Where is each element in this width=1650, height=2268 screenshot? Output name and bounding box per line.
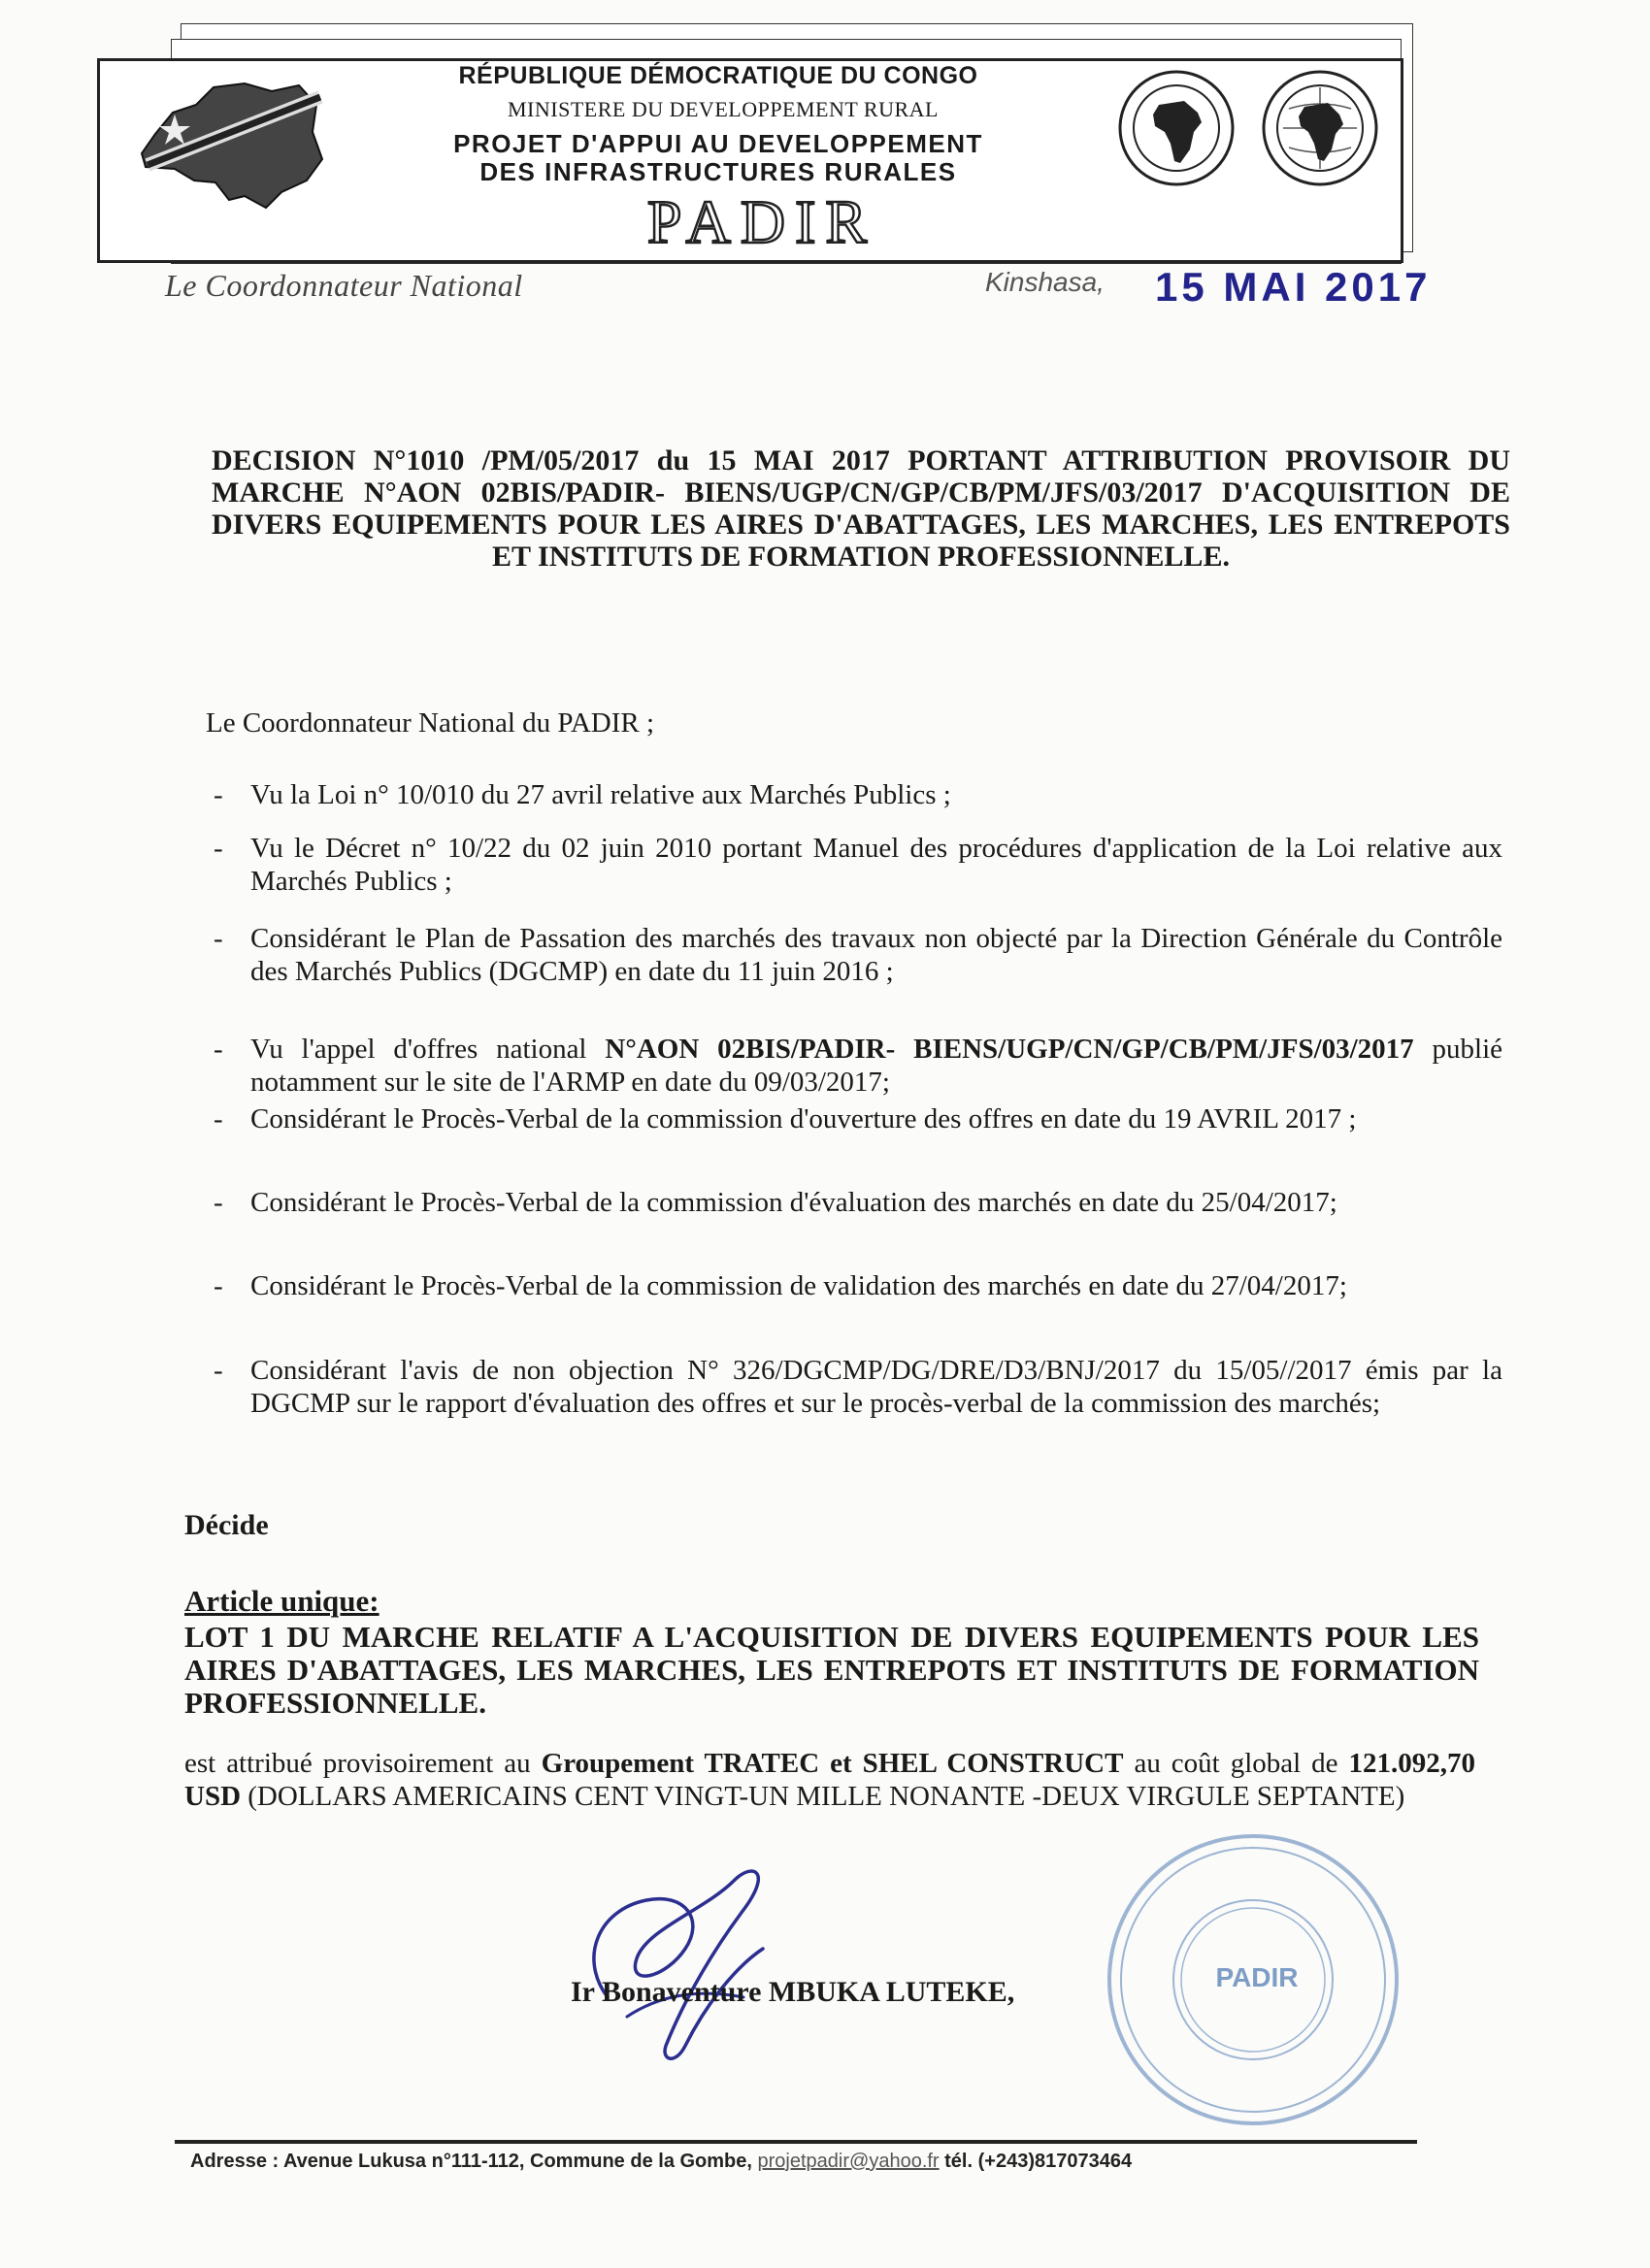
consideration-item <box>214 1033 1502 1099</box>
award-paragraph <box>184 1747 1475 1813</box>
afdb-seal-icon <box>1116 68 1238 189</box>
signer-name: Ir Bonaventure MBUKA LUTEKE, <box>571 1976 1015 2008</box>
bullet-dash: - <box>214 1355 223 1386</box>
handwritten-signature <box>569 1852 802 2075</box>
coordinator-signature-line: Le Coordonnateur National <box>165 268 523 303</box>
footer-address <box>190 2151 1132 2173</box>
consideration-item <box>214 778 1502 811</box>
consideration-item <box>214 1102 1502 1135</box>
consideration-suffix: publié notamment sur le site de l'ARMP en date du 09/03/2017; <box>250 1034 1502 1098</box>
ministry-name: MINISTERE DU DEVELOPPEMENT RURAL <box>508 97 939 121</box>
afdb-globe-seal-icon <box>1260 68 1381 189</box>
award-company: Groupement TRATEC et SHEL CONSTRUCT <box>541 1748 1124 1779</box>
lot-description: LOT 1 DU MARCHE RELATIF A L'ACQUISITION DE DIVERS EQUIPEMENTS POUR LES AIRES D'ABATTAGES, LES MARCHES, LES ENTREPOTS ET INSTITUTS DE FORMATION PROFESSIONNELLE. <box>184 1620 1479 1720</box>
footer-divider <box>175 2140 1417 2144</box>
republic-title: RÉPUBLIQUE DÉMOCRATIQUE DU CONGO <box>458 62 978 89</box>
consideration-prefix: Vu l'appel d'offres national <box>250 1034 606 1065</box>
award-prefix: est attribué provisoirement au <box>184 1748 542 1779</box>
consideration-item <box>214 1354 1502 1420</box>
award-mid: au coût global de <box>1123 1748 1349 1779</box>
tender-reference: N°AON 02BIS/PADIR- BIENS/UGP/CN/GP/CB/PM/JFS/03/2017 <box>605 1034 1414 1065</box>
city-label: Kinshasa, <box>985 267 1105 297</box>
email-link[interactable]: projetpadir@yahoo.fr <box>757 2151 940 2172</box>
consideration-item <box>214 1186 1502 1219</box>
consideration-item <box>214 1269 1502 1302</box>
decide-label: Décide <box>184 1509 269 1541</box>
phone-text: tél. (+243)817073464 <box>939 2151 1133 2172</box>
consideration-text: Considérant le Procès-Verbal de la commission d'évaluation des marchés en date du 25/04/2017; <box>250 1187 1337 1218</box>
drc-map-flag-icon <box>136 76 330 212</box>
bullet-dash: - <box>214 779 223 810</box>
award-amount-words: (DOLLARS AMERICAINS CENT VINGT-UN MILLE NONANTE -DEUX VIRGULE SEPTANTE) <box>241 1781 1405 1812</box>
consideration-item <box>214 832 1502 898</box>
award-amount: 121.092,70 USD <box>184 1748 1476 1812</box>
project-name-line2: DES INFRASTRUCTURES RURALES <box>479 157 957 186</box>
padir-logo: PADIR <box>646 187 877 256</box>
consideration-item <box>214 922 1502 988</box>
bullet-dash: - <box>214 1103 223 1134</box>
article-title: Article unique: <box>184 1584 380 1618</box>
bullet-dash: - <box>214 923 223 954</box>
consideration-text: Considérant le Plan de Passation des marchés des travaux non objecté par la Direction Générale du Contrôle des Marchés Publics (DGCMP) en date du 11 juin 2016 ; <box>250 923 1502 987</box>
stamp-label: PADIR <box>1215 1962 1299 1992</box>
bullet-dash: - <box>214 833 223 864</box>
bullet-dash: - <box>214 1034 223 1065</box>
consideration-text <box>250 1033 1502 1099</box>
project-name-line1: PROJET D'APPUI AU DEVELOPPEMENT <box>453 129 983 158</box>
decision-title: DECISION N°1010 /PM/05/2017 du 15 MAI 2017 PORTANT ATTRIBUTION PROVISOIR DU MARCHE N°AON 02BIS/PADIR- BIENS/UGP/CN/GP/CB/PM/JFS/03/2017 D'ACQUISITION DE DIVERS EQUIPEMENTS POUR LES AIRES D'ABATTAGES, LES MARCHES, LES ENTREPOTS ET INSTITUTS DE FORMATION PROFESSIONNELLE. <box>212 444 1510 573</box>
consideration-text: Vu le Décret n° 10/22 du 02 juin 2010 portant Manuel des procédures d'application de la Loi relative aux Marchés Publics ; <box>250 833 1502 897</box>
address-text: Adresse : Avenue Lukusa n°111-112, Commune de la Gombe, <box>190 2151 758 2172</box>
consideration-text: Considérant le Procès-Verbal de la commission de validation des marchés en date du 27/04/2017; <box>250 1270 1347 1301</box>
bullet-dash: - <box>214 1187 223 1218</box>
consideration-text: Considérant le Procès-Verbal de la commission d'ouverture des offres en date du 19 AVRIL 2017 ; <box>250 1103 1357 1134</box>
bullet-dash: - <box>214 1270 223 1301</box>
date-stamp: 15 MAI 2017 <box>1155 264 1432 310</box>
consideration-text: Vu la Loi n° 10/010 du 27 avril relative aux Marchés Publics ; <box>250 779 951 810</box>
intro-line: Le Coordonnateur National du PADIR ; <box>206 707 655 739</box>
consideration-text: Considérant l'avis de non objection N° 326/DGCMP/DG/DRE/D3/BNJ/2017 du 15/05//2017 émis par la DGCMP sur le rapport d'évaluation des offres et sur le procès-verbal de la commission des marchés; <box>250 1355 1502 1419</box>
